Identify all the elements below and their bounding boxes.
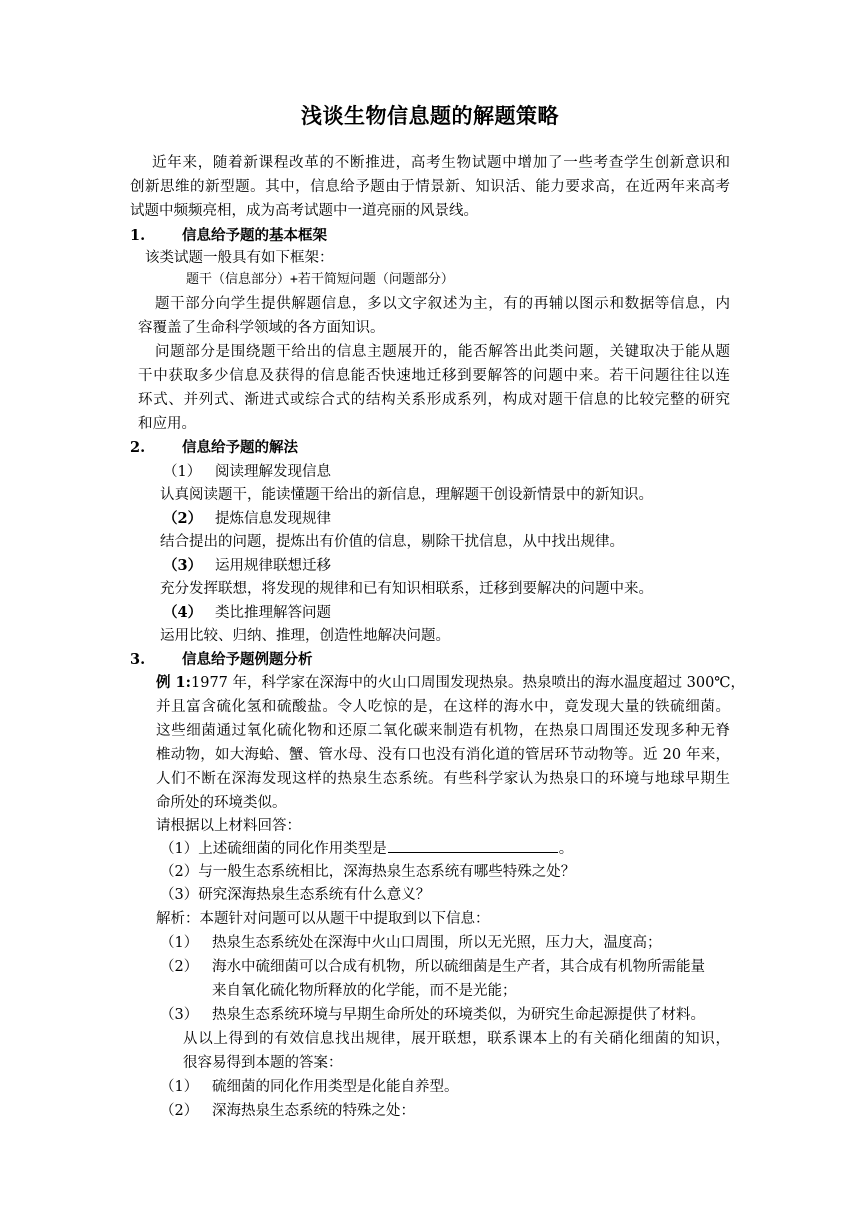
method-3-label: 运用规律联想迁移	[215, 558, 331, 574]
info-2-text-1: 海水中硫细菌可以合成有机物，所以硫细菌是生产者，其合成有机物所需能量	[212, 959, 705, 975]
answer-1-number: （1）	[160, 1079, 199, 1095]
info-3	[160, 1004, 705, 1026]
question-1	[160, 838, 573, 860]
question-3: （3）研究深海热泉生态系统有什么意义？	[160, 887, 431, 903]
example-line-2: 并且富含硫化氢和硫酸盐。令人吃惊的是，在这样的海水中，竟发现大量的铁硫细菌。	[156, 699, 730, 715]
section-1-heading	[130, 225, 327, 247]
section-1-p2-line-2: 干中获取多少信息及获得的信息能否快速地迁移到要解答的问题中来。若干问题往往以连	[138, 368, 730, 384]
section-2-heading	[130, 437, 298, 459]
method-2-text: 结合提出的问题，提炼出有价值的信息，剔除干扰信息，从中找出规律。	[160, 534, 624, 550]
example-line-4: 椎动物，如大海蛤、蟹、管水母、没有口也没有消化道的管居环节动物等。近 20 年来，	[156, 747, 730, 763]
section-3-title: 信息给予题例题分析	[182, 651, 313, 668]
method-4-text: 运用比较、归纳、推理，创造性地解决问题。	[160, 628, 450, 644]
info-1-text: 热泉生态系统处在深海中火山口周围，所以无光照，压力大，温度高；	[212, 935, 662, 951]
info-1	[160, 932, 662, 954]
section-2-number: 2.	[130, 439, 146, 456]
method-4-heading	[163, 602, 331, 624]
info-2	[160, 956, 730, 978]
example-line-1	[156, 672, 746, 694]
answer-2-number: （2）	[160, 1103, 199, 1119]
intro-line-3: 试题中频频亮相，成为高考试题中一道亮丽的风景线。	[130, 203, 478, 219]
conclusion-line-1: 从以上得到的有效信息找出规律，展开联想，联系课本上的有关硝化细菌的知识，	[183, 1031, 730, 1047]
example-line-5: 人们不断在深海发现这样的热泉生态系统。有些科学家认为热泉口的环境与地球早期生	[156, 771, 730, 787]
answer-2-text: 深海热泉生态系统的特殊之处：	[212, 1103, 415, 1119]
example-label: 例 1:	[156, 674, 191, 691]
section-1-title: 信息给予题的基本框架	[182, 227, 327, 244]
example-text-1: 1977 年，科学家在深海中的火山口周围发现热泉。热泉喷出的海水温度超过 300℃，	[191, 675, 746, 691]
section-1-p1-line-2: 容覆盖了生命科学领域的各方面知识。	[138, 320, 385, 336]
info-3-number: （3）	[160, 1007, 199, 1023]
intro-line-1: 近年来，随着新课程改革的不断推进，高考生物试题中增加了一些考查学生创新意识和	[152, 155, 730, 171]
answer-2	[160, 1100, 415, 1122]
method-1-heading	[163, 461, 331, 483]
example-line-6: 命所处的环境类似。	[156, 795, 287, 811]
section-3-number: 3.	[130, 651, 146, 668]
method-1-text: 认真阅读题干，能读懂题干给出的新信息，理解题干创设新情景中的新知识。	[160, 487, 653, 503]
section-1-p2-line-1: 问题部分是围绕题干给出的信息主题展开的，能否解答出此类问题，关键取决于能从题	[155, 344, 730, 360]
answer-1	[160, 1076, 459, 1098]
method-1-number: （1）	[163, 464, 202, 480]
method-2-number: （2）	[163, 510, 203, 527]
method-2-heading	[163, 508, 331, 530]
question-2: （2）与一般生态系统相比，深海热泉生态系统有哪些特殊之处？	[160, 864, 576, 880]
section-3-heading	[130, 649, 313, 671]
method-4-number: （4）	[163, 604, 203, 621]
info-2-text-2: 来自氧化硫化物所释放的化学能，而不是光能；	[212, 983, 517, 999]
section-2-title: 信息给予题的解法	[182, 439, 298, 456]
question-1-text: （1）上述硫细菌的同化作用类型是	[160, 841, 387, 857]
section-1-line-1: 该类试题一般具有如下框架：	[145, 250, 334, 266]
section-1-number: 1.	[130, 227, 146, 244]
page-title: 浅谈生物信息题的解题策略	[301, 104, 559, 128]
method-2-label: 提炼信息发现规律	[215, 511, 331, 527]
conclusion-line-2: 很容易得到本题的答案：	[183, 1055, 343, 1071]
intro-line-2: 创新思维的新型题。其中，信息给予题由于情景新、知识活、能力要求高，在近两年来高考	[130, 179, 730, 195]
info-1-number: （1）	[160, 935, 199, 951]
method-3-heading	[163, 555, 331, 577]
method-4-label: 类比推理解答问题	[215, 605, 331, 621]
section-1-p2-line-3: 环式、并列式、渐进式或综合式的结构关系形成系列，构成对题干信息的比较完整的研究	[138, 392, 730, 408]
section-1-p2-line-4: 和应用。	[138, 416, 196, 432]
info-3-text: 热泉生态系统环境与早期生命所处的环境类似，为研究生命起源提供了材料。	[212, 1007, 705, 1023]
question-1-end: 。	[558, 841, 574, 857]
section-1-p1-line-1: 题干部分向学生提供解题信息，多以文字叙述为主，有的再辅以图示和数据等信息，内	[155, 296, 730, 312]
method-3-text: 充分发挥联想，将发现的规律和已有知识相联系，迁移到要解决的问题中来。	[160, 581, 653, 597]
answer-blank	[388, 838, 558, 853]
question-prompt: 请根据以上材料回答：	[156, 818, 301, 834]
info-2-number: （2）	[160, 959, 199, 975]
method-3-number: （3）	[163, 557, 203, 574]
answer-1-text: 硫细菌的同化作用类型是化能自养型。	[212, 1079, 459, 1095]
analysis-line: 解析：本题针对问题可以从题干中提取到以下信息：	[156, 911, 490, 927]
example-line-3: 这些细菌通过氧化硫化物和还原二氧化碳来制造有机物，在热泉口周围还发现多种无脊	[156, 723, 730, 739]
method-1-label: 阅读理解发现信息	[215, 464, 331, 480]
framework-formula: 题干（信息部分）+若干简短问题（问题部分）	[186, 272, 454, 287]
